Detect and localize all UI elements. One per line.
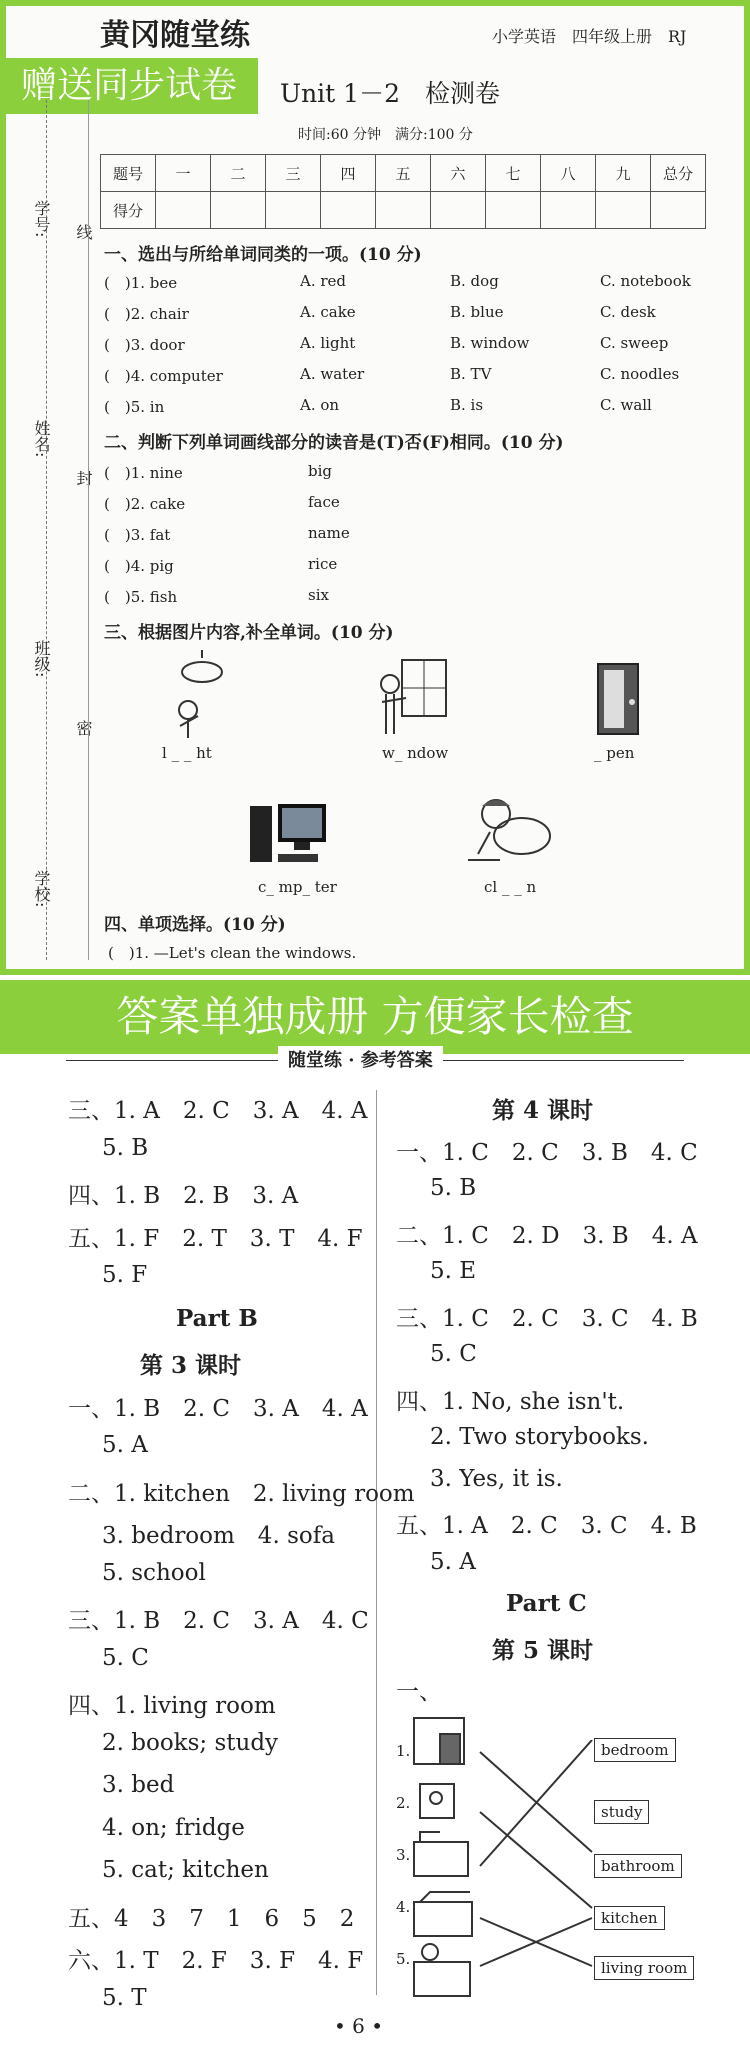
section1-item: B. TV (450, 365, 492, 383)
answer-line: 4. on; fridge (102, 1814, 245, 1841)
section2-item: name (308, 524, 350, 542)
answer-line: 5. C (430, 1341, 477, 1367)
section1-item: ( )2. chair (104, 305, 189, 323)
column-divider (376, 1090, 378, 1995)
unit-title: Unit 1－2 检测卷 (280, 79, 500, 108)
section2-title: 二、判断下列单词画线部分的读音是(T)否(F)相同。(10 分) (104, 433, 564, 453)
score-cell: 五 (376, 155, 431, 192)
room-box-study: study (594, 1800, 649, 1824)
word-open: _ pen (594, 744, 635, 762)
answer-line: 5. F (102, 1262, 148, 1288)
answer-line: 5. C (102, 1644, 149, 1671)
score-cell: 四 (321, 155, 376, 192)
exam-paper (0, 0, 750, 975)
answer-line: 六、1. T 2. F 3. F 4. F (68, 1948, 364, 1974)
word-window: w_ ndow (382, 744, 449, 762)
side-label-line: 线 (74, 224, 93, 240)
book-title: 黄冈随堂练 (100, 18, 250, 53)
section1-item: A. red (300, 272, 347, 290)
section1-item: ( )4. computer (104, 367, 223, 385)
answer-line: 5. cat; kitchen (102, 1857, 269, 1883)
book-meta: 小学英语 四年级上册 RJ (492, 27, 687, 46)
score-cell: 六 (431, 155, 486, 192)
section1-item: C. sweep (600, 334, 669, 352)
matching-number: 5. (396, 1950, 411, 1968)
matching-lines (470, 1740, 600, 1980)
section1-item: A. water (300, 365, 365, 383)
section1-item: C. wall (600, 396, 652, 414)
answer-line: 三、1. C 2. C 3. C 4. B (396, 1305, 698, 1332)
section2-item: big (308, 462, 333, 480)
score-cell: 八 (541, 155, 596, 192)
room-box-kitchen: kitchen (594, 1906, 665, 1930)
score-blank[interactable] (541, 192, 596, 229)
answer-line: 5. E (430, 1258, 477, 1284)
answer-line: Part B (176, 1304, 258, 1332)
section1-item: A. cake (300, 303, 356, 321)
answer-line: 五、4 3 7 1 6 5 2 (68, 1905, 355, 1932)
score-cell: 二 (211, 155, 266, 192)
section1-item: ( )1. bee (104, 274, 178, 292)
margin-rule (88, 100, 90, 960)
score-blank[interactable] (156, 192, 211, 229)
side-label-secret: 密 (74, 720, 93, 736)
answer-line: 四、1. No, she isn't. (396, 1388, 625, 1415)
section1-item: A. light (300, 334, 356, 352)
score-cell: 九 (596, 155, 651, 192)
answer-line: 五、1. A 2. C 3. C 4. B (396, 1513, 697, 1539)
answer-line: 一、 (396, 1679, 442, 1705)
matching-number: 3. (396, 1846, 411, 1864)
section1-item: B. dog (450, 272, 499, 290)
score-blank[interactable] (431, 192, 486, 229)
room-box-living-room: living room (594, 1956, 694, 1980)
answer-line: 5. A (430, 1548, 476, 1575)
score-cell: 一 (156, 155, 211, 192)
word-light: l _ _ ht (162, 744, 212, 762)
gift-banner: 赠送同步试卷 (0, 58, 258, 114)
score-cell: 七 (486, 155, 541, 192)
section1-item: ( )3. door (104, 336, 185, 354)
answer-line: 二、1. C 2. D 3. B 4. A (396, 1222, 698, 1249)
matching-number: 4. (396, 1898, 411, 1916)
time-info: 时间:60 分钟 满分:100 分 (298, 127, 473, 143)
section2-item: ( )2. cake (104, 495, 186, 513)
side-label-school: 学校: (32, 870, 51, 908)
section1-item: B. is (450, 396, 484, 414)
section1-title: 一、选出与所给单词同类的一项。(10 分) (104, 245, 422, 265)
answer-line: 5. T (102, 1984, 147, 2011)
answer-line: 四、1. B 2. B 3. A (68, 1183, 299, 1209)
score-blank[interactable] (376, 192, 431, 229)
section2-item: rice (308, 555, 338, 573)
computer-picture (248, 800, 336, 872)
section1-item: B. window (450, 334, 530, 352)
door-picture (592, 660, 648, 740)
section2-item: ( )4. pig (104, 557, 174, 575)
cleaning-boy-picture (460, 796, 560, 876)
matching-number: 1. (396, 1742, 411, 1760)
score-blank[interactable] (321, 192, 376, 229)
score-header-row (101, 155, 706, 192)
side-label-id: 学号: (32, 200, 51, 238)
score-cell: 三 (266, 155, 321, 192)
score-table (100, 154, 706, 229)
section2-item: six (308, 586, 329, 604)
matching-number: 2. (396, 1794, 411, 1812)
section2-item: ( )1. nine (104, 464, 183, 482)
answer-line: 四、1. living room (68, 1693, 276, 1719)
answer-banner: 答案单独成册 方便家长检查 (0, 980, 750, 1054)
answer-line: 第 5 课时 (492, 1636, 594, 1664)
section3-title: 三、根据图片内容,补全单词。(10 分) (104, 623, 394, 643)
answer-line: 第 3 课时 (140, 1352, 242, 1379)
room-box-bedroom: bedroom (594, 1738, 676, 1762)
score-blank[interactable] (486, 192, 541, 229)
section2-item: ( )3. fat (104, 526, 171, 544)
answer-header: 随堂练 · 参考答案 (278, 1046, 443, 1072)
section1-item: ( )5. in (104, 398, 165, 416)
answer-line: 第 4 课时 (492, 1097, 594, 1124)
answer-line: Part C (506, 1590, 587, 1617)
answer-line: 一、1. C 2. C 3. B 4. C (396, 1139, 698, 1166)
score-blank[interactable] (211, 192, 266, 229)
window-picture (372, 658, 452, 738)
side-label-class: 班级: (32, 640, 51, 678)
score-label: 得分 (101, 192, 156, 229)
answer-line: 三、1. A 2. C 3. A 4. A (68, 1098, 368, 1124)
score-blank[interactable] (651, 192, 706, 229)
answer-line: 二、1. kitchen 2. living room (68, 1480, 415, 1507)
answer-line: 一、1. B 2. C 3. A 4. A (68, 1395, 368, 1422)
word-clean: cl _ _ n (484, 878, 537, 896)
score-blank[interactable] (266, 192, 321, 229)
section1-item: C. desk (600, 303, 656, 321)
lamp-picture (160, 650, 240, 740)
answer-line: 3. Yes, it is. (430, 1465, 563, 1492)
answer-line: 5. A (102, 1432, 148, 1458)
answer-line: 3. bedroom 4. sofa (102, 1523, 335, 1549)
binding-dashed-line (46, 100, 48, 960)
answer-line: 2. books; study (102, 1729, 279, 1756)
page-number: • 6 • (334, 2014, 384, 2038)
answer-line: 5. B (430, 1175, 477, 1201)
side-label-name: 姓名: (32, 420, 51, 458)
score-cell: 题号 (101, 155, 156, 192)
score-cell: 总分 (651, 155, 706, 192)
side-label-seal: 封 (74, 470, 93, 486)
answer-line: 5. B (102, 1134, 149, 1161)
answer-line: 2. Two storybooks. (430, 1424, 649, 1450)
section1-item: C. notebook (600, 272, 691, 290)
section1-item: A. on (300, 396, 340, 414)
section1-item: C. noodles (600, 365, 680, 383)
room-box-bathroom: bathroom (594, 1854, 682, 1878)
word-computer: c_ mp_ ter (258, 878, 337, 896)
section4-title: 四、单项选择。(10 分) (104, 915, 286, 935)
score-blank[interactable] (596, 192, 651, 229)
section2-item: face (308, 493, 340, 511)
section2-item: ( )5. fish (104, 588, 178, 606)
section4-q1: ( )1. —Let's clean the windows. (108, 944, 357, 962)
answer-line: 5. school (102, 1559, 206, 1586)
answer-line: 三、1. B 2. C 3. A 4. C (68, 1608, 369, 1634)
answer-line: 五、1. F 2. T 3. T 4. F (68, 1225, 363, 1252)
answer-line: 3. bed (102, 1772, 175, 1798)
section1-item: B. blue (450, 303, 504, 321)
score-value-row (101, 192, 706, 229)
